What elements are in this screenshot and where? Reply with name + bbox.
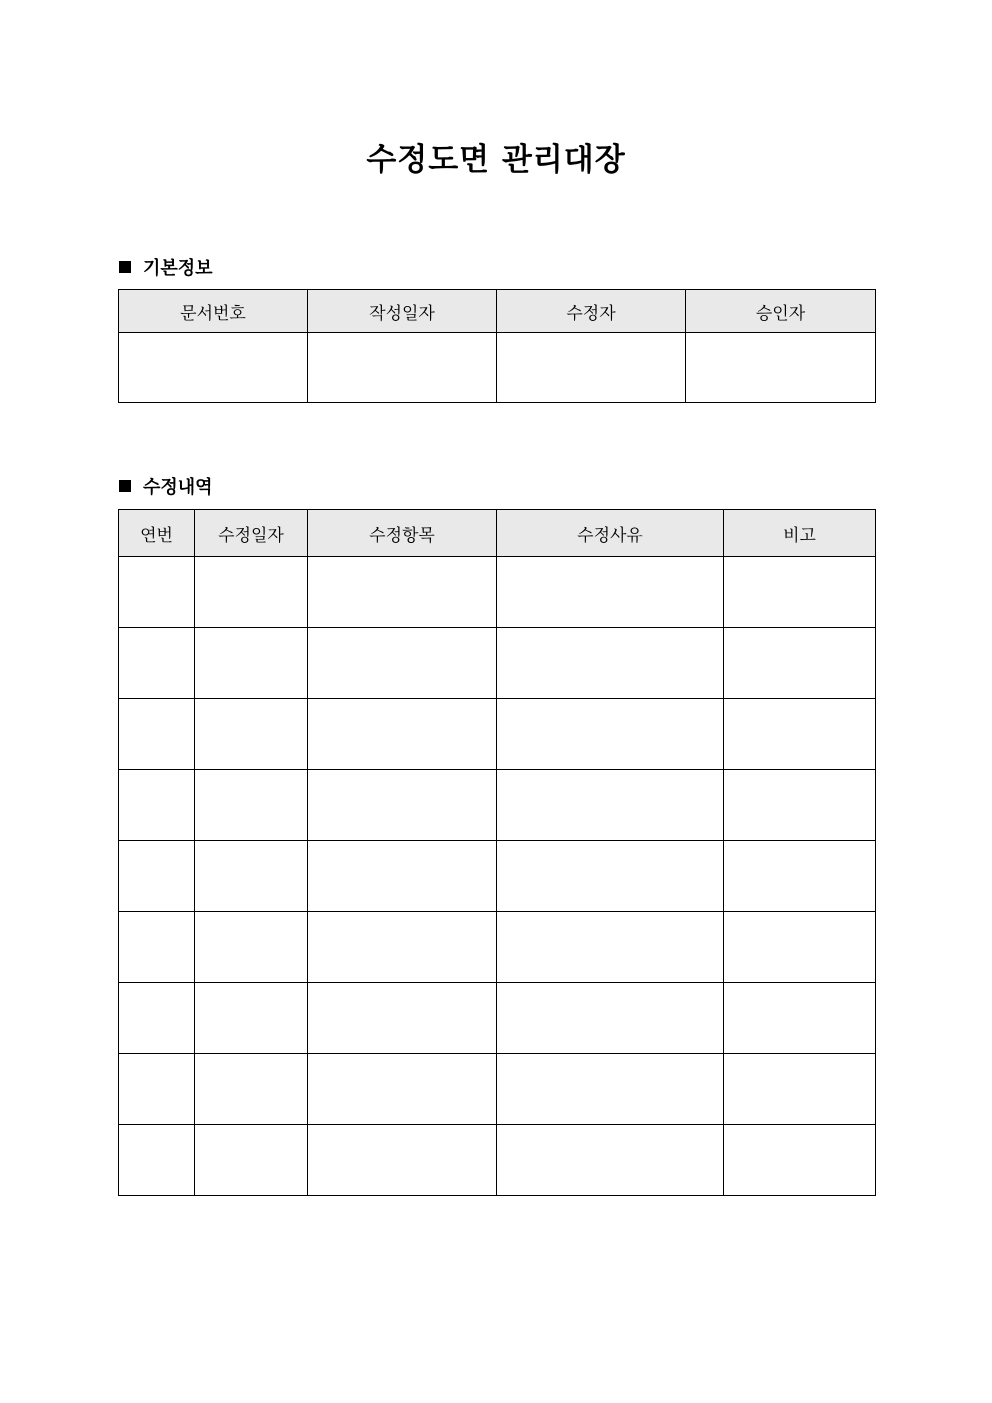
revision-item-cell[interactable] [308,628,497,699]
revision-reason-cell[interactable] [497,628,724,699]
table-row [119,557,876,628]
revision-item-cell[interactable] [308,1125,497,1196]
serial-number-cell[interactable] [119,628,195,699]
revision-date-cell[interactable] [195,1054,308,1125]
serial-number-cell[interactable] [119,983,195,1054]
document-number-cell[interactable] [119,333,308,403]
table-row [119,699,876,770]
remarks-cell[interactable] [724,841,876,912]
approver-cell[interactable] [686,333,876,403]
remarks-cell[interactable] [724,770,876,841]
revision-reason-cell[interactable] [497,699,724,770]
revision-date-cell[interactable] [195,912,308,983]
header-document-number: 문서번호 [119,290,308,333]
serial-number-cell[interactable] [119,841,195,912]
revision-date-cell[interactable] [195,699,308,770]
header-approver: 승인자 [686,290,876,333]
revision-history-heading [119,473,213,499]
serial-number-cell[interactable] [119,1125,195,1196]
basic-info-heading [119,254,213,280]
table-row [119,983,876,1054]
remarks-cell[interactable] [724,557,876,628]
revision-item-cell[interactable] [308,557,497,628]
basic-info-heading-label: 기본정보 [143,258,213,279]
remarks-cell[interactable] [724,628,876,699]
serial-number-cell[interactable] [119,912,195,983]
revision-date-cell[interactable] [195,770,308,841]
basic-info-header-row [119,290,876,333]
table-row [119,1054,876,1125]
page-title: 수정도면 관리대장 [366,142,626,178]
table-row [119,628,876,699]
serial-number-cell[interactable] [119,557,195,628]
remarks-cell[interactable] [724,983,876,1054]
revision-item-cell[interactable] [308,699,497,770]
revision-reason-cell[interactable] [497,983,724,1054]
table-row [119,770,876,841]
editor-cell[interactable] [497,333,686,403]
revision-date-cell[interactable] [195,557,308,628]
revision-reason-cell[interactable] [497,841,724,912]
revision-item-cell[interactable] [308,841,497,912]
header-revision-item: 수정항목 [308,510,497,557]
serial-number-cell[interactable] [119,699,195,770]
revision-item-cell[interactable] [308,1054,497,1125]
revision-reason-cell[interactable] [497,1125,724,1196]
revision-item-cell[interactable] [308,983,497,1054]
revision-item-cell[interactable] [308,770,497,841]
header-revision-date: 수정일자 [195,510,308,557]
serial-number-cell[interactable] [119,770,195,841]
revision-history-heading-label: 수정내역 [143,477,213,498]
revision-date-cell[interactable] [195,983,308,1054]
header-created-date: 작성일자 [308,290,497,333]
square-bullet-icon [119,480,131,492]
revision-item-cell[interactable] [308,912,497,983]
header-remarks: 비고 [724,510,876,557]
table-row [119,841,876,912]
revision-date-cell[interactable] [195,841,308,912]
remarks-cell[interactable] [724,1125,876,1196]
remarks-cell[interactable] [724,699,876,770]
revision-date-cell[interactable] [195,628,308,699]
revision-reason-cell[interactable] [497,912,724,983]
header-revision-reason: 수정사유 [497,510,724,557]
revision-date-cell[interactable] [195,1125,308,1196]
header-editor: 수정자 [497,290,686,333]
revision-header-row [119,510,876,557]
remarks-cell[interactable] [724,912,876,983]
created-date-cell[interactable] [308,333,497,403]
basic-info-input-row [119,333,876,403]
revision-history-table [118,509,876,1196]
basic-info-table [118,289,876,403]
serial-number-cell[interactable] [119,1054,195,1125]
table-row [119,1125,876,1196]
header-serial-number: 연번 [119,510,195,557]
revision-reason-cell[interactable] [497,770,724,841]
table-row [119,912,876,983]
square-bullet-icon [119,261,131,273]
revision-reason-cell[interactable] [497,1054,724,1125]
remarks-cell[interactable] [724,1054,876,1125]
revision-reason-cell[interactable] [497,557,724,628]
